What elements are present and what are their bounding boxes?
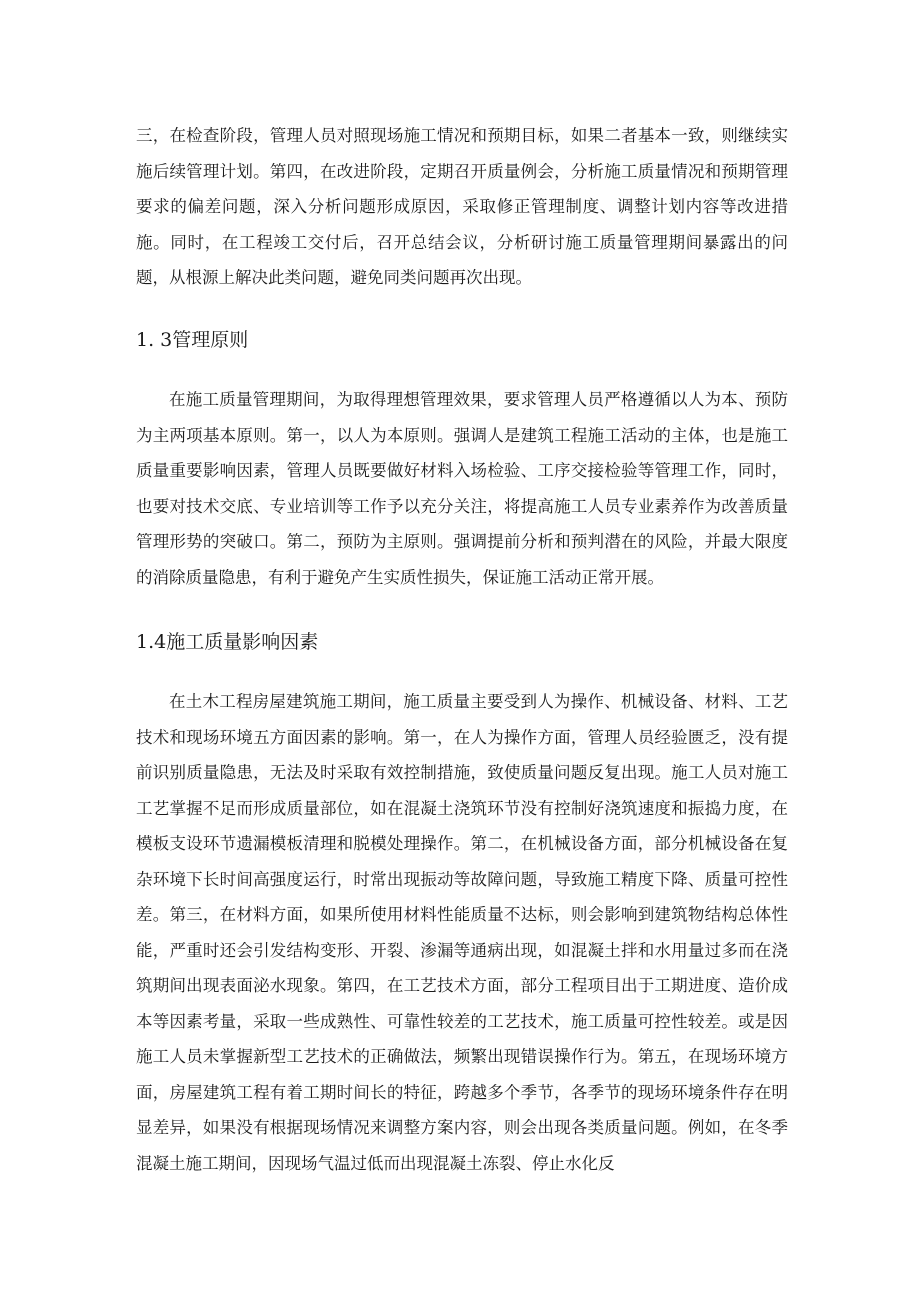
paragraph-quality-factors: 在土木工程房屋建筑施工期间，施工质量主要受到人为操作、机械设备、材料、工艺技术和现场环境五方面因素的影响。第一，在人为操作方面，管理人员经验匮乏，没有提前识别质量隐患，无法及时采取有效控制措施，致使质量问题反复出现。施工人员对施工工艺掌握不足而形成质量部位，如在混凝土浇筑环节没有控制好浇筑速度和振捣力度，在模板支设环节遗漏模板清理和脱模处理操作。第二，在机械设备方面，部分机械设备在复杂环境下长时间高强度运行，时常出现振动等故障问题，导致施工精度下降、质量可控性差。第三，在材料方面，如果所使用材料性能质量不达标，则会影响到建筑物结构总体性能，严重时还会引发结构变形、开裂、渗漏等通病出现，如混凝土拌和水用量过多而在浇筑期间出现表面泌水现象。第四，在工艺技术方面，部分工程项目出于工期进度、造价成本等因素考量，采取一些成熟性、可靠性较差的工艺技术，施工质量可控性较差。或是因施工人员未掌握新型工艺技术的正确做法，频繁出现错误操作行为。第五，在现场环境方面，房屋建筑工程有着工期时间长的特征，跨越多个季节，各季节的现场环境条件存在明显差异，如果没有根据现场情况来调整方案内容，则会出现各类质量问题。例如，在冬季混凝土施工期间，因现场气温过低而出现混凝土冻裂、停止水化反 (136, 692, 788, 1173)
paragraph-inspection-improvement: 三，在检查阶段，管理人员对照现场施工情况和预期目标，如果二者基本一致，则继续实施后续管理计划。第四，在改进阶段，定期召开质量例会，分析施工质量情况和预期管理要求的偏差问题，深入分析问题形成原因，采取修正管理制度、调整计划内容等改进措施。同时，在工程竣工交付后，召开总结会议，分析研讨施工质量管理期间暴露出的问题，从根源上解决此类问题，避免同类问题再次出现。 (136, 126, 788, 287)
paragraph-management-principles: 在施工质量管理期间，为取得理想管理效果，要求管理人员严格遵循以人为本、预防为主两项基本原则。第一，以人为本原则。强调人是建筑工程施工活动的主体，也是施工质量重要影响因素，管理人员既要做好材料入场检验、工序交接检验等管理工作，同时，也要对技术交底、专业培训等工作予以充分关注，将提高施工人员专业素养作为改善质量管理形势的突破口。第二，预防为主原则。强调提前分析和预判潜在的风险，并最大限度的消除质量隐患，有利于避免产生实质性损失，保证施工活动正常开展。 (136, 390, 788, 587)
section-heading-1-4: 1.4施工质量影响因素 (136, 631, 319, 653)
section-heading-1-3: 1. 3管理原则 (136, 329, 249, 351)
